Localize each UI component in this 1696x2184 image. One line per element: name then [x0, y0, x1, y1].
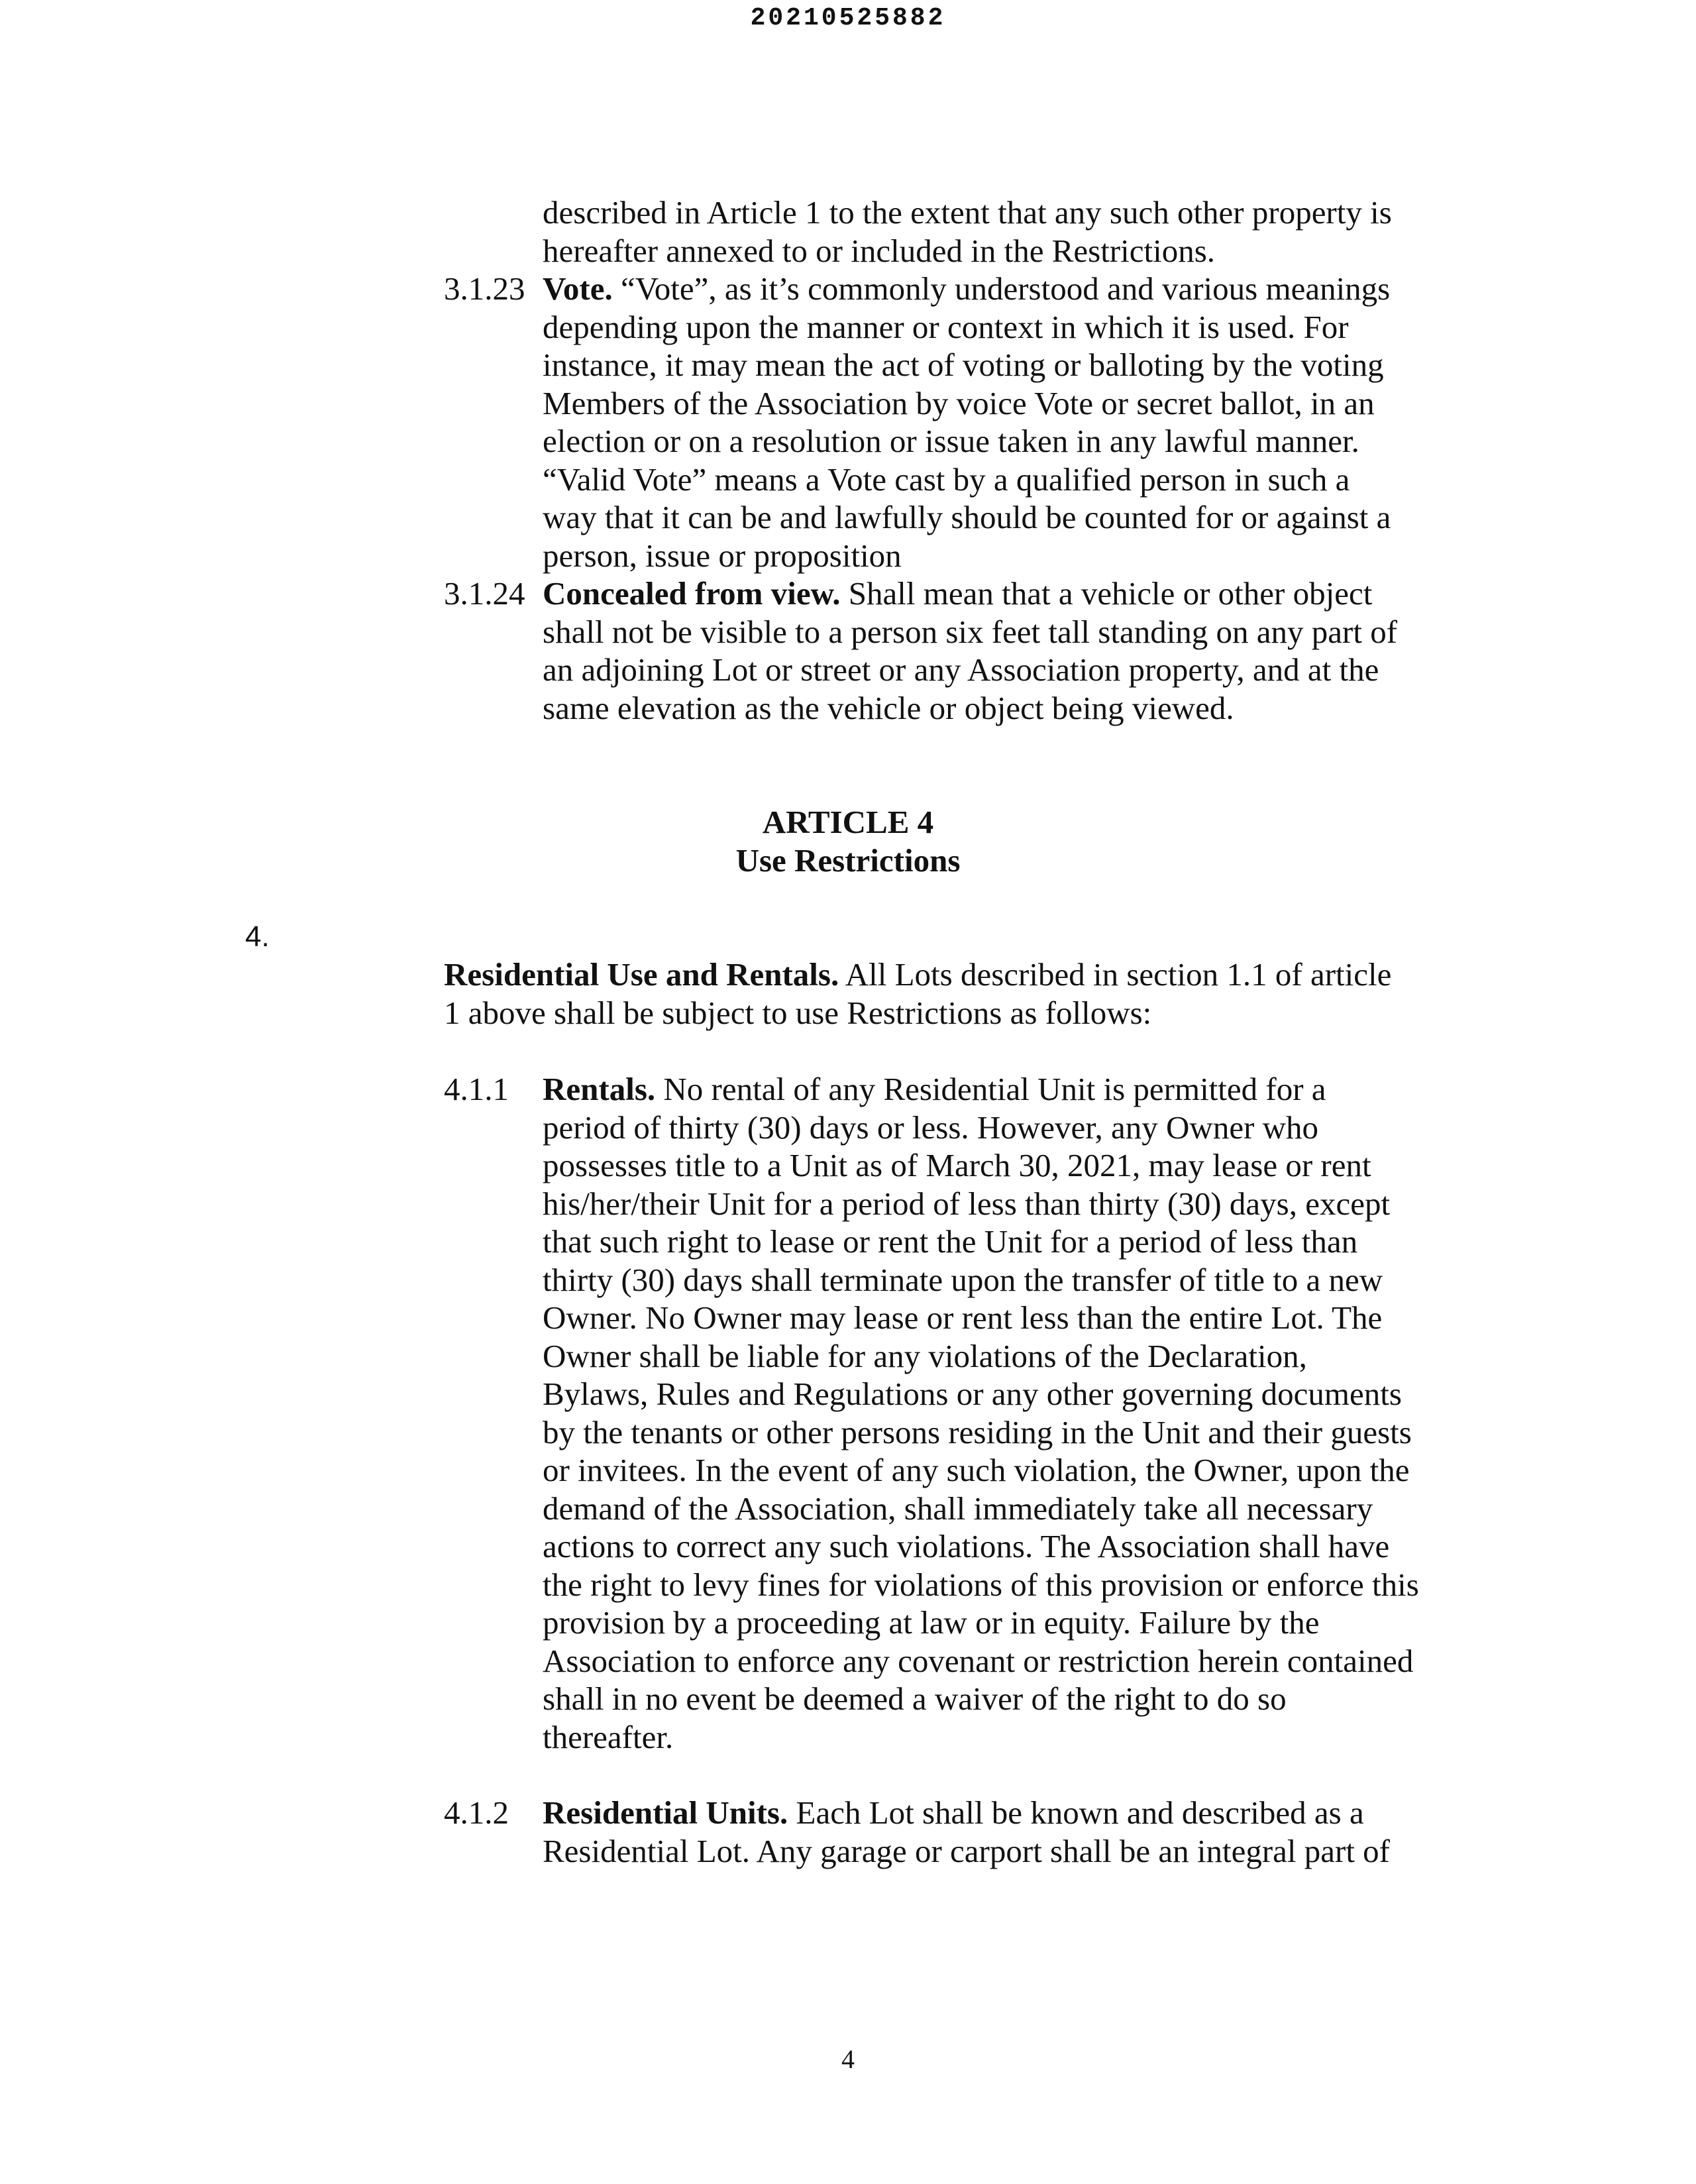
section-title: Vote.: [543, 270, 613, 307]
document-number: 20210525882: [750, 4, 946, 32]
text-line: same elevation as the vehicle or object being viewed.: [543, 689, 1234, 726]
residential-use-paragraph: [444, 956, 1391, 1032]
text-line: Owner shall be liable for any violations of the Declaration,: [543, 1337, 1307, 1374]
text-line: 1 above shall be subject to use Restrictions as follows:: [444, 994, 1152, 1031]
text-line: the right to levy fines for violations of this provision or enforce this: [543, 1566, 1419, 1603]
section-title: Rentals.: [543, 1071, 656, 1107]
text-line: way that it can be and lawfully should be counted for or against a: [543, 499, 1391, 535]
article-heading: ARTICLE 4: [762, 804, 934, 840]
section-body: [543, 270, 1391, 574]
text-line: “Valid Vote” means a Vote cast by a qualified person in such a: [543, 461, 1350, 498]
section-title: Concealed from view.: [543, 575, 841, 612]
text-line: person, issue or proposition: [543, 537, 902, 574]
text-line: hereafter annexed to or included in the Restrictions.: [543, 232, 1216, 269]
text-line: demand of the Association, shall immediately take all necessary: [543, 1490, 1373, 1527]
text-line: described in Article 1 to the extent that any such other property is: [543, 194, 1392, 231]
text-line: shall not be visible to a person six feet tall standing on any part of: [543, 613, 1398, 650]
text-line: that such right to lease or rent the Unit for a period of less than: [543, 1223, 1358, 1260]
text-line: thereafter.: [543, 1718, 674, 1755]
section-body: [543, 574, 1397, 727]
text-line: thirty (30) days shall terminate upon the transfer of title to a new: [543, 1261, 1383, 1298]
section-body: [543, 1070, 1419, 1756]
text-line: Association to enforce any covenant or restriction herein contained: [543, 1642, 1414, 1679]
article-subheading: Use Restrictions: [735, 842, 961, 879]
paragraph-title: Residential Use and Rentals.: [444, 956, 839, 993]
article-number: 4.: [245, 920, 270, 953]
text-line: actions to correct any such violations. The Association shall have: [543, 1528, 1390, 1564]
text-line: or invitees. In the event of any such violation, the Owner, upon the: [543, 1452, 1410, 1488]
text-line: his/her/their Unit for a period of less than thirty (30) days, except: [543, 1185, 1391, 1222]
section-first-line-text: Each Lot shall be known and described as a: [788, 1794, 1364, 1831]
section-number: 4.1.2: [444, 1794, 509, 1831]
section-body: [543, 1794, 1390, 1870]
continuation-paragraph: [543, 193, 1392, 270]
section-first-line: [543, 574, 1397, 613]
text-line: Members of the Association by voice Vote or secret ballot, in an: [543, 384, 1375, 421]
text-line: Residential Lot. Any garage or carport shall be an integral part of: [543, 1832, 1391, 1869]
section-first-line: [543, 270, 1391, 308]
section-title: Residential Units.: [543, 1794, 788, 1831]
text-line: Owner. No Owner may lease or rent less than the entire Lot. The: [543, 1299, 1383, 1336]
section-number: 4.1.1: [444, 1071, 509, 1107]
section-number: 3.1.23: [444, 270, 525, 307]
section-first-line-text: “Vote”, as it’s commonly understood and various meanings: [612, 270, 1391, 307]
section-first-line: [543, 1794, 1390, 1832]
text-line: shall in no event be deemed a waiver of the right to do so: [543, 1680, 1287, 1717]
text-line: provision by a proceeding at law or in equity. Failure by the: [543, 1604, 1320, 1641]
text-line: election or on a resolution or issue taken in any lawful manner.: [543, 423, 1359, 459]
text-line: period of thirty (30) days or less. However, any Owner who: [543, 1109, 1319, 1146]
section-first-line-text: Shall mean that a vehicle or other object: [840, 575, 1373, 612]
paragraph-first-line-text: All Lots described in section 1.1 of article: [839, 956, 1392, 993]
page-number: 4: [841, 2044, 855, 2074]
text-line: depending upon the manner or context in which it is used. For: [543, 308, 1349, 345]
text-line: possesses title to a Unit as of March 30, 2021, may lease or rent: [543, 1147, 1371, 1183]
text-line: by the tenants or other persons residing in the Unit and their guests: [543, 1413, 1412, 1450]
text-line: an adjoining Lot or street or any Association property, and at the: [543, 651, 1379, 688]
text-line: Bylaws, Rules and Regulations or any other governing documents: [543, 1376, 1402, 1412]
section-first-line: [543, 1070, 1419, 1109]
section-number: 3.1.24: [444, 575, 525, 612]
text-line: instance, it may mean the act of voting or balloting by the voting: [543, 347, 1384, 383]
paragraph-first-line: [444, 956, 1391, 994]
section-first-line-text: No rental of any Residential Unit is permitted for a: [655, 1071, 1326, 1107]
